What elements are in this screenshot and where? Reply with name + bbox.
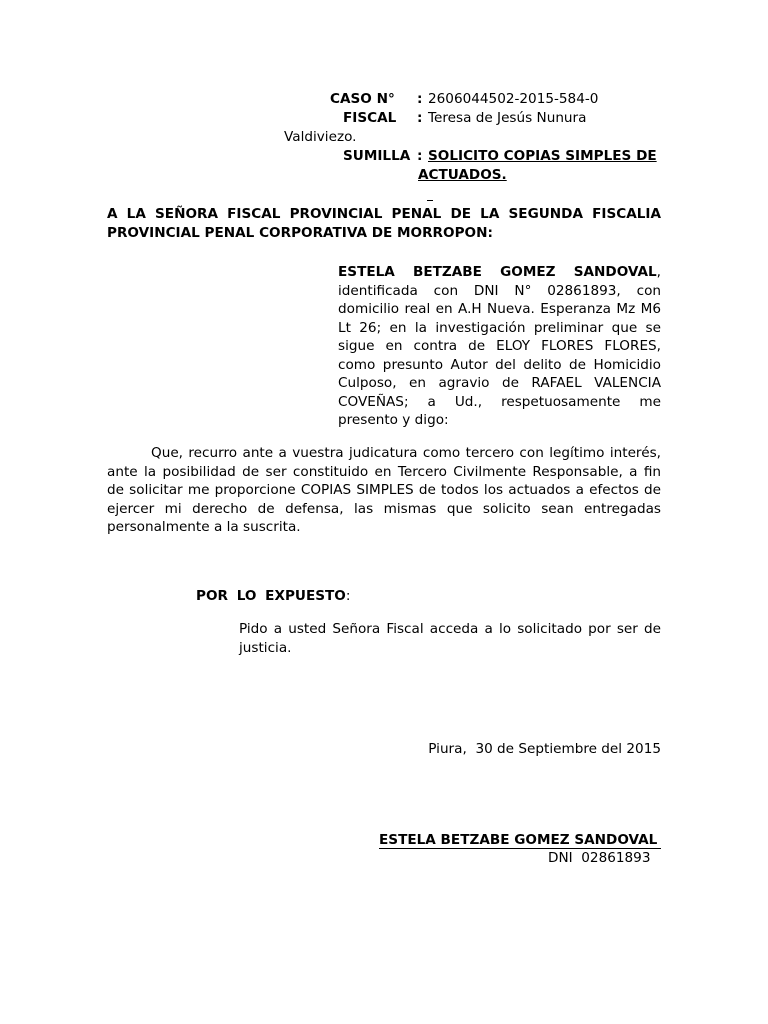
- petition: [239, 620, 661, 657]
- intro-first-line: [338, 263, 661, 282]
- caso-label: CASO N°: [330, 91, 395, 107]
- intro-line: sigue en contra de ELOY FLORES FLORES,: [338, 338, 661, 354]
- caso-colon: :: [417, 91, 423, 107]
- addressee: [107, 205, 661, 242]
- addressee-line1: A LA SEÑORA FISCAL PROVINCIAL PENAL DE LA SEGUNDA FISCALIA: [107, 206, 661, 222]
- signature-name: ESTELA BETZABE GOMEZ SANDOVAL: [379, 833, 661, 849]
- intro-line: COVEÑAS; a Ud., respetuosamente me: [338, 393, 661, 410]
- fiscal-value-cont: Valdiviezo.: [284, 129, 357, 145]
- date-line: Piura, 30 de Septiembre del 2015: [428, 741, 661, 757]
- intro-line: Lt 26; en la investigación preliminar que se: [338, 319, 661, 336]
- intro-line: domicilio real en A.H Nueva. Esperanza Mz M6: [338, 301, 661, 317]
- petition-line2: justicia.: [239, 639, 292, 656]
- intro-line: identificada con DNI N° 02861893, con: [338, 282, 661, 299]
- caso-value: 2606044502-2015-584-0: [428, 91, 599, 107]
- body-line: ante la posibilidad de ser constituido en Tercero Civilmente Responsable, a fin: [107, 463, 661, 480]
- addressee-line2: PROVINCIAL PENAL CORPORATIVA DE MORROPON:: [107, 224, 493, 241]
- por-lo-expuesto-heading: POR LO EXPUESTO:: [196, 588, 351, 604]
- body-line: personalmente a la suscrita.: [107, 519, 301, 535]
- sumilla-dash: [427, 200, 433, 201]
- sumilla-line2: ACTUADOS.: [418, 167, 507, 183]
- body-line: Que, recurro ante a vuestra judicatura como tercero con legítimo interés,: [151, 445, 661, 461]
- sumilla-label: SUMILLA: [343, 148, 411, 164]
- sumilla-colon: :: [417, 148, 423, 164]
- intro-name: ESTELA BETZABE GOMEZ SANDOVAL: [338, 264, 657, 280]
- fiscal-colon: :: [417, 110, 423, 126]
- intro-comma: ,: [656, 264, 661, 280]
- fiscal-value: Teresa de Jesús Nunura: [428, 110, 587, 126]
- signature-dni: DNI 02861893: [548, 850, 651, 866]
- intro-line: como presunto Autor del delito de Homicidio: [338, 356, 661, 373]
- intro-line: Culposo, en agravio de RAFAEL VALENCIA: [338, 375, 661, 391]
- body-line: de solicitar me proporcione COPIAS SIMPLES de todos los actuados a efectos de: [107, 482, 661, 498]
- intro-line: presento y digo:: [338, 412, 449, 428]
- body-paragraph: [107, 444, 661, 537]
- body-line: ejercer mi derecho de defensa, las mismas que solicito sean entregadas: [107, 500, 661, 517]
- petition-line1: Pido a usted Señora Fiscal acceda a lo solicitado por ser de: [239, 621, 661, 637]
- intro-paragraph: [338, 263, 661, 430]
- fiscal-label: FISCAL: [343, 110, 397, 126]
- sumilla-line1: SOLICITO COPIAS SIMPLES DE: [428, 148, 657, 164]
